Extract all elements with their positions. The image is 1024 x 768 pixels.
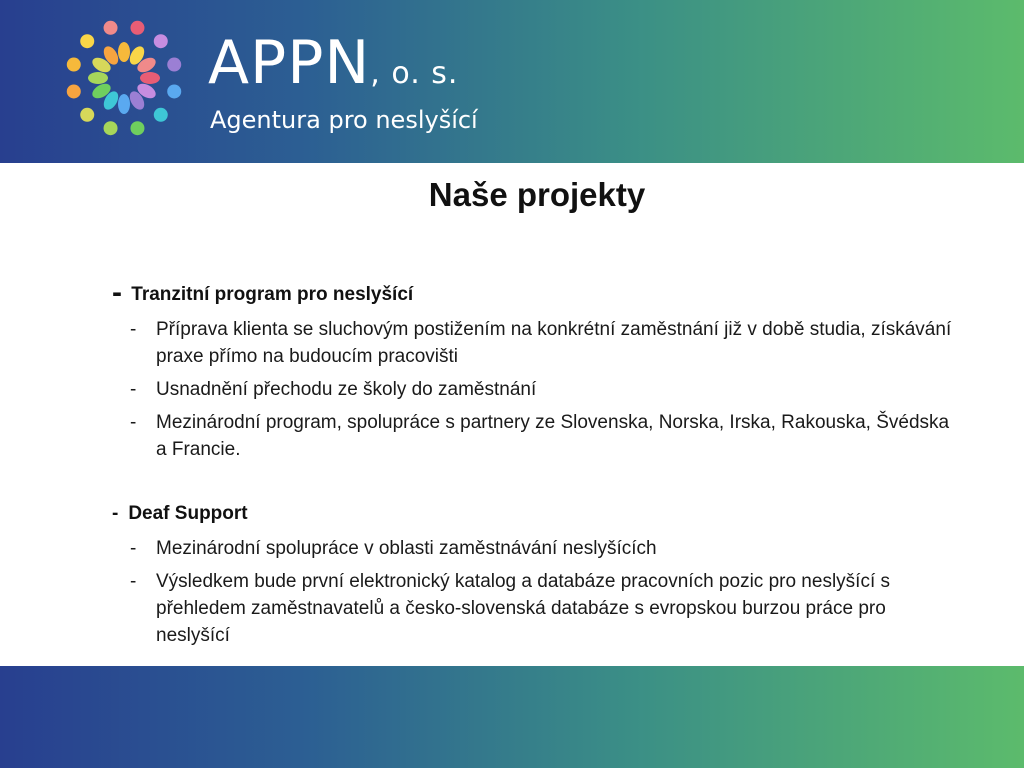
logo-dot xyxy=(80,108,94,122)
logo-dot xyxy=(130,121,144,135)
logo-petal xyxy=(118,42,130,62)
logo-title-text: APPN xyxy=(208,28,371,98)
list-item xyxy=(130,409,960,463)
logo-dot xyxy=(167,84,181,98)
list-marker: - xyxy=(130,571,137,592)
logo-title xyxy=(208,28,458,98)
logo-dot xyxy=(104,21,118,35)
list-item xyxy=(130,316,960,370)
logo-dot xyxy=(104,121,118,135)
list-item-text: Usnadnění přechodu ze školy do zaměstnání xyxy=(156,379,537,400)
list-item xyxy=(130,568,960,649)
appn-logo-icon xyxy=(60,14,188,142)
logo-subtitle: Agentura pro neslyšící xyxy=(210,106,478,134)
logo-petal xyxy=(140,72,160,84)
list-marker: - xyxy=(130,412,137,433)
logo-petal xyxy=(118,94,130,114)
footer-band xyxy=(0,666,1024,768)
list-marker: - xyxy=(130,379,137,400)
logo-dot xyxy=(130,21,144,35)
list-item-text: Mezinárodní spolupráce v oblasti zaměstnávání neslyšících xyxy=(156,538,657,559)
logo-petal xyxy=(88,72,108,84)
section-heading-tranzitni xyxy=(112,276,413,310)
slide-title: Naše projekty xyxy=(428,176,646,213)
list-item-text: Mezinárodní program, spolupráce s partnery ze Slovenska, Norska, Irska, Rakouska, Švédska a Francie. xyxy=(156,412,950,460)
logo-dot xyxy=(154,108,168,122)
list-item-text: Příprava klienta se sluchovým postižením na konkrétní zaměstnání již v době studia, získávání praxe přímo na budoucím pracovišti xyxy=(156,319,952,367)
section-heading-text: Deaf Support xyxy=(128,503,248,524)
section-heading-deaf-support xyxy=(112,503,248,525)
list-marker: - xyxy=(130,319,137,340)
logo-title-suffix: , o. s. xyxy=(370,56,459,91)
list-item-text: Výsledkem bude první elektronický katalog a databáze pracovních pozic pro neslyšící s přehledem zaměstnavatelů a česko-slovenská databáze s evropskou burzou práce pro neslyšící xyxy=(156,571,890,646)
logo-dot xyxy=(67,58,81,72)
list-item xyxy=(130,535,960,562)
logo-dot xyxy=(154,34,168,48)
logo-dot xyxy=(80,34,94,48)
section-marker: - xyxy=(112,276,122,309)
section-marker: - xyxy=(112,503,119,524)
logo-dot xyxy=(167,58,181,72)
list-marker: - xyxy=(130,538,137,559)
list-item xyxy=(130,376,960,403)
section-heading-text: Tranzitní program pro neslyšící xyxy=(131,284,414,305)
logo-dot xyxy=(67,84,81,98)
